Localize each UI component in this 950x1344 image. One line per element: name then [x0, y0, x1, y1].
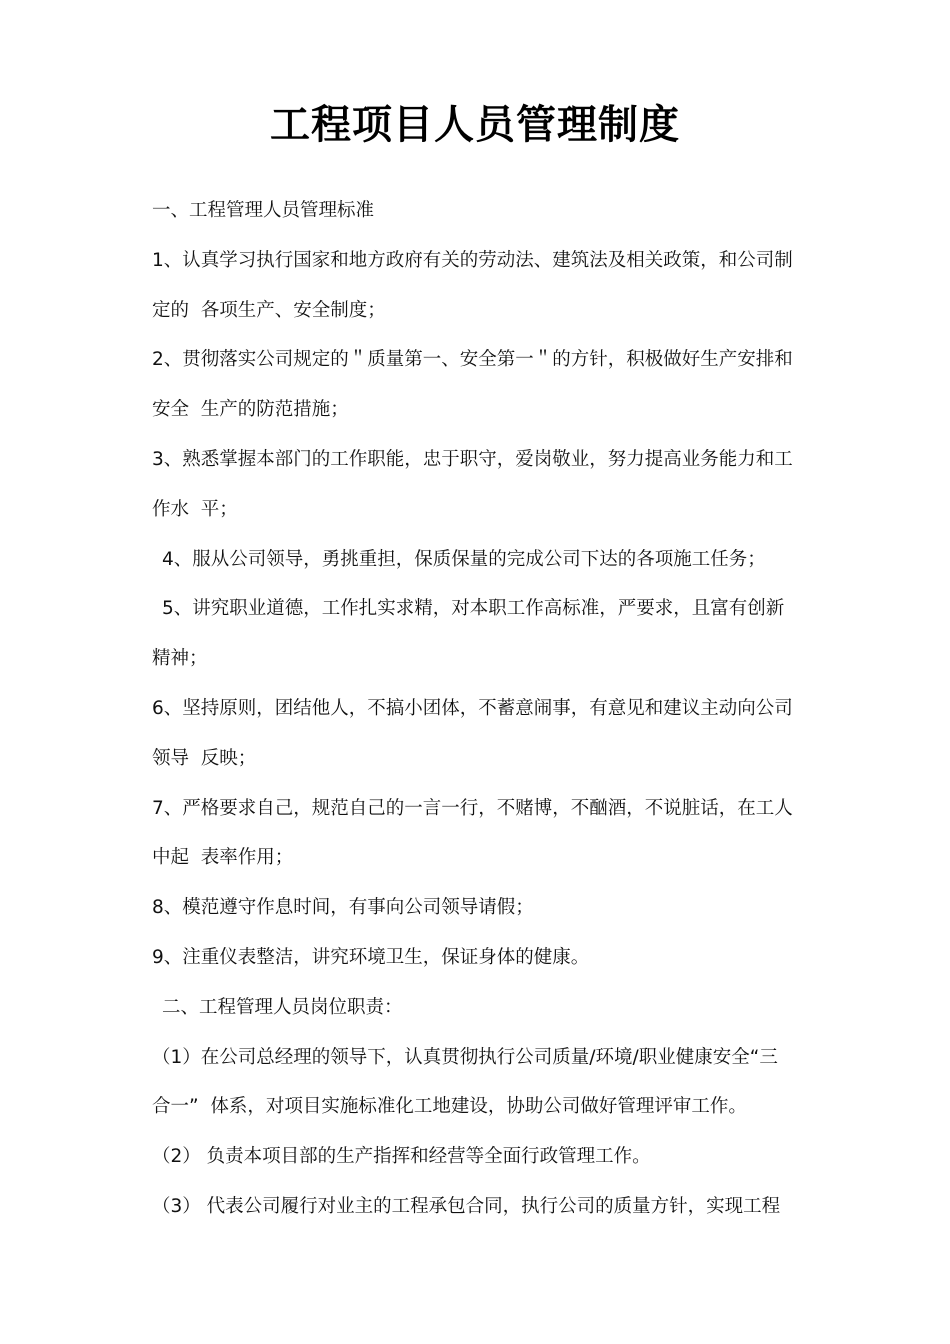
paragraph-line: 安全 生产的防范措施； — [152, 399, 349, 421]
paragraph-line: 5、讲究职业道德，工作扎实求精，对本职工作高标准，严要求，且富有创新 — [162, 598, 785, 620]
paragraph-line: 9、注重仪表整洁，讲究环境卫生，保证身体的健康。 — [152, 946, 590, 968]
section-heading: 一、工程管理人员管理标准 — [152, 200, 375, 221]
section-heading: 二、工程管理人员岗位职责： — [162, 996, 403, 1018]
paragraph-line: 2、贯彻落实公司规定的＂质量第一、安全第一＂的方针，积极做好生产安排和 — [152, 349, 793, 371]
paragraph-line: 合一” 体系，对项目实施标准化工地建设，协助公司做好管理评审工作。 — [152, 1096, 747, 1118]
paragraph-line: （1）在公司总经理的领导下，认真贯彻执行公司质量/环境/职业健康安全“三 — [152, 1046, 778, 1068]
paragraph-line: 6、坚持原则，团结他人，不搞小团体，不蓄意闹事，有意见和建议主动向公司 — [152, 697, 793, 719]
document-body — [152, 186, 812, 1232]
paragraph-line: （2） 负责本项目部的生产指挥和经营等全面行政管理工作。 — [152, 1146, 651, 1168]
document-title: 工程项目人员管理制度 — [270, 102, 680, 148]
paragraph-line: 4、服从公司领导，勇挑重担，保质保量的完成公司下达的各项施工任务； — [162, 548, 766, 570]
paragraph-line: 精神； — [152, 648, 208, 670]
paragraph-line: 定的 各项生产、安全制度； — [152, 299, 386, 321]
paragraph-line: 作水 平； — [152, 498, 238, 520]
paragraph-line: 3、熟悉掌握本部门的工作职能，忠于职守，爱岗敬业，努力提高业务能力和工 — [152, 448, 793, 470]
paragraph-line: 8、模范遵守作息时间，有事向公司领导请假； — [152, 897, 534, 919]
paragraph-line: 1、认真学习执行国家和地方政府有关的劳动法、建筑法及相关政策，和公司制 — [152, 249, 793, 271]
paragraph-line: 7、严格要求自己，规范自己的一言一行，不赌博，不酗酒，不说脏话，在工人 — [152, 797, 793, 819]
paragraph-line: 领导 反映； — [152, 747, 257, 769]
paragraph-line: （3） 代表公司履行对业主的工程承包合同，执行公司的质量方针，实现工程 — [152, 1195, 781, 1217]
paragraph-line: 中起 表率作用； — [152, 847, 294, 869]
